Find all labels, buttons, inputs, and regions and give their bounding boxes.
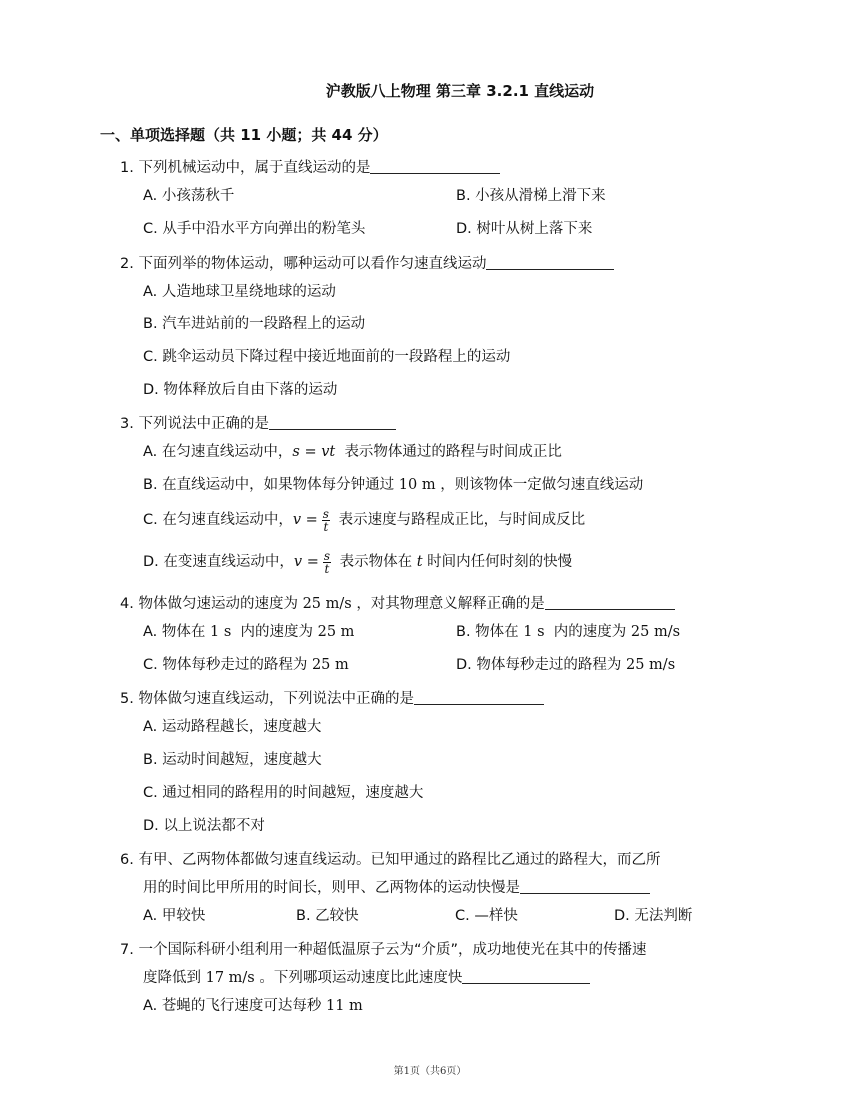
fraction-s-over-t: $\frac{s}{t}$ — [322, 506, 329, 534]
q7-option-a: A. 苍蝇的飞行速度可达每秒 11 m — [143, 998, 363, 1014]
q3-option-b: B. 在直线运动中，如果物体每分钟通过 10 m ，则该物体一定做匀速直线运动 — [143, 477, 644, 493]
page-footer: 第1页（共6页） — [393, 1066, 467, 1077]
answer-blank-7 — [462, 968, 590, 984]
q5-option-c: C. 通过相同的路程用的时间越短，速度越大 — [143, 785, 424, 801]
q3-option-c: C. 在匀速直线运动中，v = $\frac{s}{t}$ 表示速度与路程成正比，与时间成反比 — [143, 506, 586, 534]
section-heading: 一、单项选择题（共 11 小题；共 44 分） — [100, 126, 388, 144]
q6-option-b: B. 乙较快 — [296, 908, 359, 924]
q6-option-c: C. —样快 — [455, 908, 518, 924]
question-3 — [120, 413, 396, 435]
answer-blank-2 — [486, 254, 614, 270]
q4-option-d: D. 物体每秒走过的路程为 25 m/s — [456, 657, 676, 673]
q2-option-a: A. 人造地球卫星绕地球的运动 — [143, 284, 336, 300]
q5-option-b: B. 运动时间越短，速度越大 — [143, 752, 322, 768]
question-1 — [120, 157, 500, 179]
page-title: 沪教版八上物理 第三章 3.2.1 直线运动 — [325, 82, 595, 100]
answer-blank-1 — [370, 158, 500, 174]
question-4: 4. 物体做匀速运动的速度为 25 m/s ，对其物理意义解释正确的是 — [120, 593, 675, 615]
q4-option-b: B. 物体在 1 s 内的速度为 25 m/s — [456, 624, 681, 640]
question-5 — [120, 688, 544, 710]
q1-option-a: A. 小孩荡秋千 — [143, 188, 235, 204]
question-2 — [120, 253, 614, 275]
answer-blank-3 — [269, 414, 396, 430]
q5-option-d: D. 以上说法都不对 — [143, 818, 265, 834]
question-2-stem: 2. 下面列举的物体运动，哪种运动可以看作匀速直线运动 — [120, 256, 487, 272]
q3-option-d: D. 在变速直线运动中，v = $\frac{s}{t}$ 表示物体在 t 时间内任何时刻的快慢 — [143, 548, 573, 576]
q2-option-d: D. 物体释放后自由下落的运动 — [143, 382, 338, 398]
question-7-line-1: 7. 一个国际科研小组利用一种超低温原子云为“介质”，成功地使光在其中的传播速 — [120, 942, 647, 958]
q4-option-a: A. 物体在 1 s 内的速度为 25 m — [143, 624, 355, 640]
q5-option-a: A. 运动路程越长，速度越大 — [143, 719, 322, 735]
formula-s-vt: s = vt — [292, 444, 336, 460]
q4-option-c: C. 物体每秒走过的路程为 25 m — [143, 657, 349, 673]
question-3-stem: 3. 下列说法中正确的是 — [120, 416, 269, 432]
q3-option-a: A. 在匀速直线运动中，s = vt 表示物体通过的路程与时间成正比 — [143, 444, 562, 460]
q1-option-b: B. 小孩从滑梯上滑下来 — [456, 188, 606, 204]
question-7-line-2: 度降低到 17 m/s 。下列哪项运动速度比此速度快 — [143, 967, 590, 989]
answer-blank-6 — [520, 878, 650, 894]
answer-blank-4 — [545, 594, 675, 610]
q2-option-b: B. 汽车进站前的一段路程上的运动 — [143, 316, 366, 332]
question-5-stem: 5. 物体做匀速直线运动，下列说法中正确的是 — [120, 691, 414, 707]
question-6-line-2: 用的时间比甲所用的时间长，则甲、乙两物体的运动快慢是 — [143, 877, 650, 899]
q1-option-c: C. 从手中沿水平方向弹出的粉笔头 — [143, 221, 366, 237]
question-6-line-1: 6. 有甲、乙两物体都做匀速直线运动。已知甲通过的路程比乙通过的路程大，而乙所 — [120, 852, 661, 868]
answer-blank-5 — [414, 689, 544, 705]
q6-option-a: A. 甲较快 — [143, 908, 206, 924]
fraction-s-over-t: $\frac{s}{t}$ — [323, 548, 331, 576]
q1-option-d: D. 树叶从树上落下来 — [456, 221, 593, 237]
q6-option-d: D. 无法判断 — [614, 908, 693, 924]
question-1-stem: 1. 下列机械运动中，属于直线运动的是 — [120, 160, 371, 176]
q2-option-c: C. 跳伞运动员下降过程中接近地面前的一段路程上的运动 — [143, 349, 511, 365]
